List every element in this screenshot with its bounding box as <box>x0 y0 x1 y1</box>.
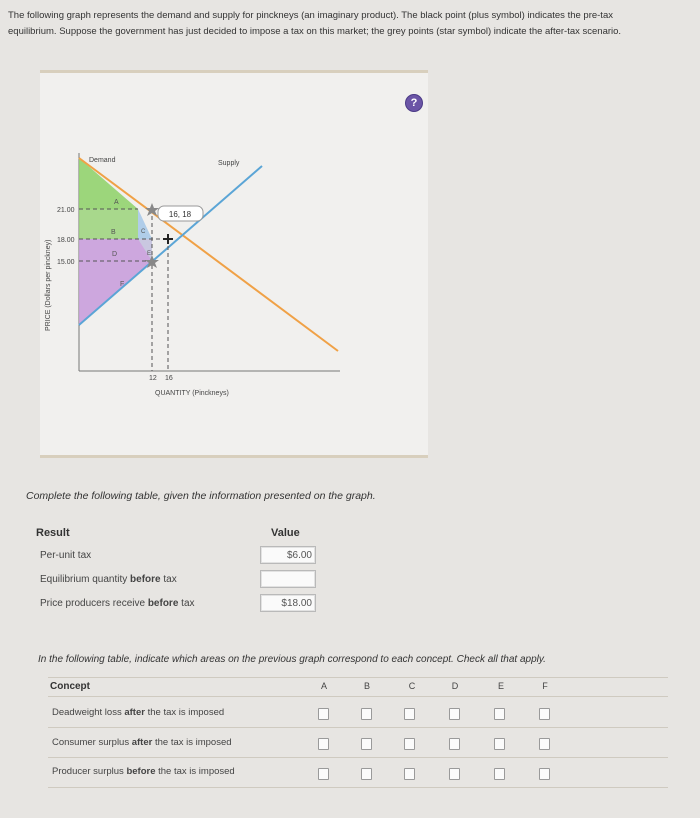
area-label-d: D <box>112 251 118 258</box>
area-label-e: E <box>147 251 152 257</box>
row-text: Price producers receive <box>40 598 148 609</box>
graph-panel <box>40 70 428 458</box>
pre-tax-equilibrium-point[interactable] <box>163 234 173 244</box>
row-divider <box>48 727 668 728</box>
row-post: tax <box>178 598 195 609</box>
col-header-f: F <box>542 681 548 691</box>
after-tax-point-high[interactable] <box>145 203 159 216</box>
table2-instruction: In the following table, indicate which areas on the previous graph correspond to each concept. Check all that apply. <box>38 654 546 665</box>
area-b-region <box>79 209 138 239</box>
table1-instruction: Complete the following table, given the information presented on the graph. <box>26 490 376 502</box>
row-bold: after <box>124 707 145 718</box>
col-header-c: C <box>408 681 416 691</box>
row-post: the tax is imposed <box>144 707 225 718</box>
col-header-a: A <box>320 681 327 691</box>
area-label-a: A <box>114 199 119 206</box>
y-axis-label: PRICE (Dollars per pinckney) <box>45 239 52 331</box>
checkbox-producer-a[interactable] <box>318 768 329 780</box>
row-text: Consumer surplus <box>52 737 132 748</box>
value-header: Value <box>271 527 300 539</box>
x-tick-12: 12 <box>149 375 157 382</box>
row-consumer-surplus <box>52 737 232 748</box>
checkbox-producer-d[interactable] <box>449 768 460 780</box>
row-text: Producer surplus <box>52 766 127 777</box>
checkbox-deadweight-f[interactable] <box>539 708 550 720</box>
row-text: Per-unit tax <box>40 550 92 561</box>
row-deadweight-loss <box>52 707 224 718</box>
y-tick-18: 18.00 <box>57 237 75 244</box>
row-text: Equilibrium quantity <box>40 574 131 585</box>
row-bold: after <box>131 737 153 748</box>
checkbox-consumer-d[interactable] <box>449 738 460 750</box>
tooltip-text: 16, 18 <box>168 210 192 219</box>
price-producers-input[interactable]: $18.00 <box>260 594 316 612</box>
row-price-producers <box>40 598 195 609</box>
checkbox-consumer-b[interactable] <box>361 738 372 750</box>
row-divider <box>48 757 668 758</box>
row-per-unit-tax <box>40 550 91 561</box>
checkbox-consumer-f[interactable] <box>539 738 550 750</box>
area-label-f: F <box>120 281 125 288</box>
x-tick-16: 16 <box>165 375 173 382</box>
intro-text <box>8 8 694 40</box>
table2-header-rule <box>48 696 668 697</box>
y-tick-15: 15.00 <box>57 259 75 266</box>
checkbox-consumer-a[interactable] <box>318 738 329 750</box>
row-equilibrium-quantity <box>40 574 177 585</box>
checkbox-deadweight-c[interactable] <box>404 708 415 720</box>
checkbox-deadweight-b[interactable] <box>361 708 372 720</box>
row-text: Deadweight loss <box>52 707 125 718</box>
table2-bottom-rule <box>48 787 668 788</box>
area-label-b: B <box>111 229 116 236</box>
checkbox-producer-e[interactable] <box>494 768 505 780</box>
intro-line-2: equilibrium. Suppose the government has just decided to impose a tax on this market; the grey points (star symbol) indicate the after-tax scenario. <box>8 26 622 37</box>
row-post: the tax is imposed <box>152 737 232 748</box>
y-tick-21: 21.00 <box>57 207 75 214</box>
intro-line-1: The following graph represents the demand and supply for pinckneys (an imaginary product). The black point (plus symbol) indicates the pre-tax <box>8 10 613 21</box>
row-post: the tax is imposed <box>155 766 235 777</box>
col-header-d: D <box>451 681 459 691</box>
checkbox-deadweight-e[interactable] <box>494 708 505 720</box>
result-header: Result <box>36 527 70 539</box>
concept-header: Concept <box>50 681 90 692</box>
help-icon[interactable]: ? <box>405 94 423 112</box>
equilibrium-quantity-input[interactable] <box>260 570 316 588</box>
checkbox-producer-f[interactable] <box>539 768 550 780</box>
demand-label: Demand <box>89 157 116 164</box>
checkbox-consumer-e[interactable] <box>494 738 505 750</box>
x-axis-label: QUANTITY (Pinckneys) <box>155 390 229 397</box>
checkbox-producer-b[interactable] <box>361 768 372 780</box>
row-producer-surplus <box>52 766 235 777</box>
row-bold: before <box>130 574 161 585</box>
per-unit-tax-input[interactable]: $6.00 <box>260 546 316 564</box>
row-bold: before <box>126 766 156 777</box>
checkbox-deadweight-a[interactable] <box>318 708 329 720</box>
supply-label: Supply <box>218 160 240 167</box>
col-header-e: E <box>497 681 504 691</box>
supply-demand-graph <box>40 73 428 455</box>
row-post: tax <box>160 574 177 585</box>
checkbox-producer-c[interactable] <box>404 768 415 780</box>
col-header-b: B <box>363 681 370 691</box>
checkbox-deadweight-d[interactable] <box>449 708 460 720</box>
area-label-c: C <box>141 229 146 235</box>
checkbox-consumer-c[interactable] <box>404 738 415 750</box>
row-bold: before <box>147 598 179 609</box>
table2-top-rule <box>48 677 668 678</box>
